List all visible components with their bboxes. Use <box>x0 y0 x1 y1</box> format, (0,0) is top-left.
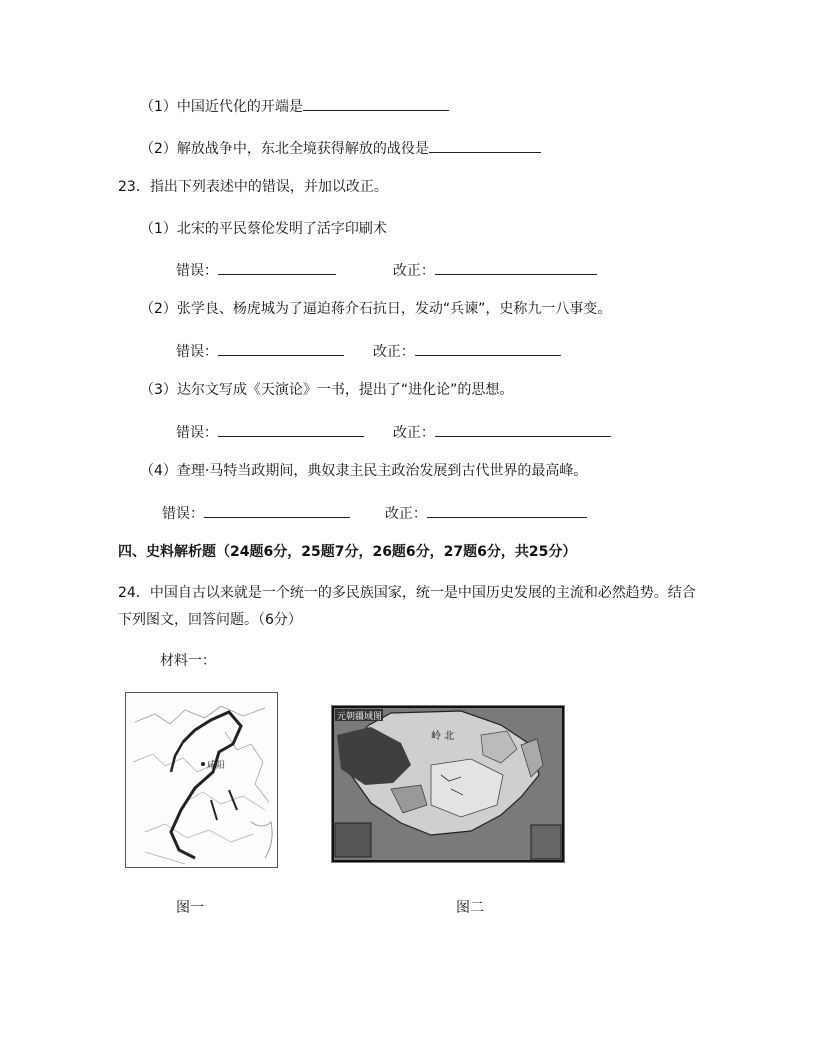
error-label: 错误： <box>176 344 218 360</box>
figure-2-map <box>331 705 565 863</box>
q22-item-1-text: （1）中国近代化的开端是 <box>140 99 303 115</box>
figure-2-caption: 图二 <box>456 900 484 916</box>
fix-label: 改正： <box>392 425 435 441</box>
error-blank[interactable] <box>218 341 344 356</box>
q23-title: 23．指出下列表述中的错误，并加以改正。 <box>118 179 388 195</box>
q23-item-4: （4）查理·马特当政期间，典奴隶主民主政治发展到古代世界的最高峰。 <box>140 463 588 479</box>
error-label: 错误： <box>176 263 218 279</box>
q23-answer-row-1 <box>176 260 597 280</box>
material-1-label: 材料一： <box>160 653 216 669</box>
section-4-title: 四、史料解析题（24题6分，25题7分，26题6分，27题6分，共25分） <box>118 544 577 560</box>
error-blank[interactable] <box>218 260 336 275</box>
fix-blank[interactable] <box>435 260 597 275</box>
map1-city-label: 咸阳 <box>207 761 226 771</box>
q23-item-2: （2）张学良、杨虎城为了逼迫蒋介石抗日，发动“兵谏”，史称九一八事变。 <box>140 301 612 317</box>
q22-item-2 <box>140 138 541 158</box>
q22-item-1 <box>140 96 449 116</box>
figure-1-map <box>125 692 278 868</box>
q23-answer-row-2 <box>176 341 561 361</box>
figure-1-caption: 图一 <box>176 900 204 916</box>
fix-blank[interactable] <box>415 341 561 356</box>
error-label: 错误： <box>176 425 218 441</box>
q22-item-2-text: （2）解放战争中，东北全境获得解放的战役是 <box>140 141 429 157</box>
q23-item-1: （1）北宋的平民蔡伦发明了活字印刷术 <box>140 221 387 237</box>
error-label: 错误： <box>162 506 204 522</box>
fix-blank[interactable] <box>435 422 611 437</box>
fix-label: 改正： <box>384 506 427 522</box>
q24-stem-line-2: 下列图文，回答问题。（6分） <box>118 612 302 628</box>
fix-blank[interactable] <box>427 503 587 518</box>
error-blank[interactable] <box>218 422 364 437</box>
fix-label: 改正： <box>372 344 415 360</box>
answer-blank[interactable] <box>303 96 449 111</box>
fix-label: 改正： <box>392 263 435 279</box>
error-blank[interactable] <box>204 503 350 518</box>
map2-region-label: 岭 北 <box>431 731 455 742</box>
q23-answer-row-3 <box>176 422 611 442</box>
q23-answer-row-4 <box>162 503 587 523</box>
q23-item-3: （3）达尔文写成《天演论》一书，提出了“进化论”的思想。 <box>140 382 514 398</box>
answer-blank[interactable] <box>429 138 541 153</box>
map2-title: 元朝疆域图 <box>337 712 383 722</box>
q24-stem-line-1: 24．中国自古以来就是一个统一的多民族国家，统一是中国历史发展的主流和必然趋势。结合 <box>118 585 696 601</box>
